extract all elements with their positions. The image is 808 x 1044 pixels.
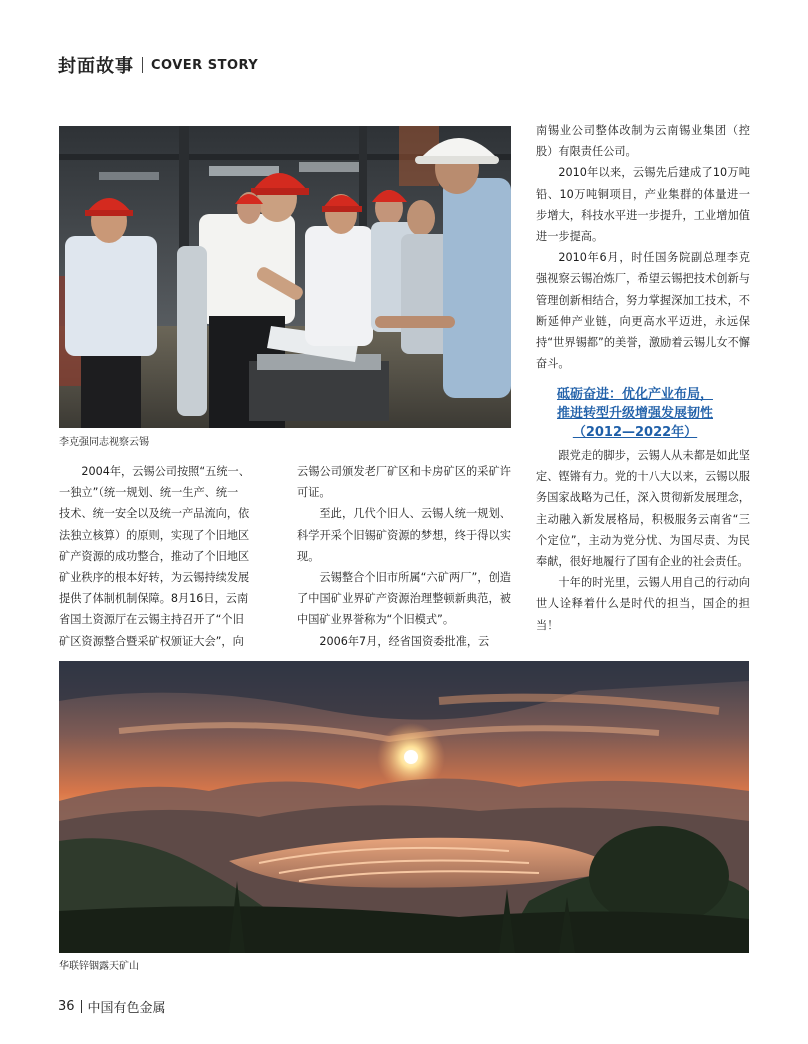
subheading-line: （2012—2022年） [572,425,698,440]
section-title-en: COVER STORY [151,57,259,73]
magazine-name: 中国有色金属 [87,1001,166,1016]
section-title-cn: 封面故事 [58,56,134,77]
col3-paragraph: 南锡业公司整体改制为云南锡业集团（控股）有限责任公司。 [536,124,750,159]
section-header [58,54,258,76]
subheading-line: 推进转型升级增强发展韧性 [556,406,713,421]
subheading-line: 砥砺奋进：优化产业布局， [556,387,713,402]
section-subheading [520,385,750,442]
page-footer [58,997,166,1016]
col1-line: 技术、统一安全以及统一产品流向，依 [59,507,250,521]
col2-paragraph: 云锡公司颁发老厂矿区和卡房矿区的采矿许可证。 [297,465,511,500]
col2-paragraph: 2006年7月，经省国资委批准，云 [319,634,490,648]
col1-line: 矿产资源的成功整合，推动了个旧地区 [59,549,250,563]
col1-line: 一独立”（统一规划、统一生产、统一 [59,486,239,500]
col1-line: 矿业秩序的根本好转，为云锡持续发展 [59,571,250,585]
header-divider [142,57,143,73]
col1-line: 提供了体制机制保障。8月16日，云南 [59,592,249,606]
text-column-3-continued [536,445,750,636]
col1-line: 法独立核算）的原则，实现了个旧地区 [59,528,250,542]
inspection-photo-illustration [59,126,511,428]
col1-line: 省国土资源厅在云锡主持召开了“个旧 [59,613,244,627]
col1-line: 矿区资源整合暨采矿权颁证大会”，向 [59,634,244,648]
inspection-photo [59,126,511,428]
col2-paragraph: 云锡整合个旧市所属“六矿两厂”，创造了中国矿业界矿产资源治理整顿新典范，被中国矿业界誉称为“个旧模式”。 [297,571,511,627]
col3-paragraph: 跟党走的脚步，云锡人从未都是如此坚定、铿锵有力。党的十八大以来，云锡以服务国家战略为己任，深入贯彻新发展理念，主动融入新发展格局，积极服务云南省“三个定位”，主动为党分忧、为国尽责、为民奉献，很好地履行了国有企业的社会责任。 [536,449,750,569]
text-column-2 [297,461,511,652]
inspection-photo-caption: 李克强同志视察云锡 [59,437,149,448]
mine-landscape-illustration [59,661,749,953]
mine-landscape-photo [59,661,749,953]
text-column-3 [536,120,750,374]
col2-paragraph: 至此，几代个旧人、云锡人统一规划、科学开采个旧锡矿资源的梦想，终于得以实现。 [297,507,511,563]
footer-divider [81,1000,82,1013]
col3-paragraph: 十年的时光里，云锡人用自己的行动向世人诠释着什么是时代的担当，国企的担当！ [536,576,750,632]
text-column-1 [59,461,273,652]
col3-paragraph: 2010年6月，时任国务院副总理李克强视察云锡冶炼厂，希望云锡把技术创新与管理创新相结合，努力掌握深加工技术，不断延伸产业链，向更高水平迈进，永远保持“世界锡都”的美誉，激励着云锡儿女不懈奋斗。 [536,251,750,371]
mine-photo-caption: 华联锌铟露天矿山 [59,961,139,972]
col1-line: 2004年，云锡公司按照“五统一、 [81,465,250,478]
col3-paragraph: 2010年以来，云锡先后建成了10万吨铅、10万吨铜项目，产业集群的体量进一步增大，科技水平进一步提升，工业增加值进一步提高。 [536,166,750,244]
page-number: 36 [58,999,75,1014]
